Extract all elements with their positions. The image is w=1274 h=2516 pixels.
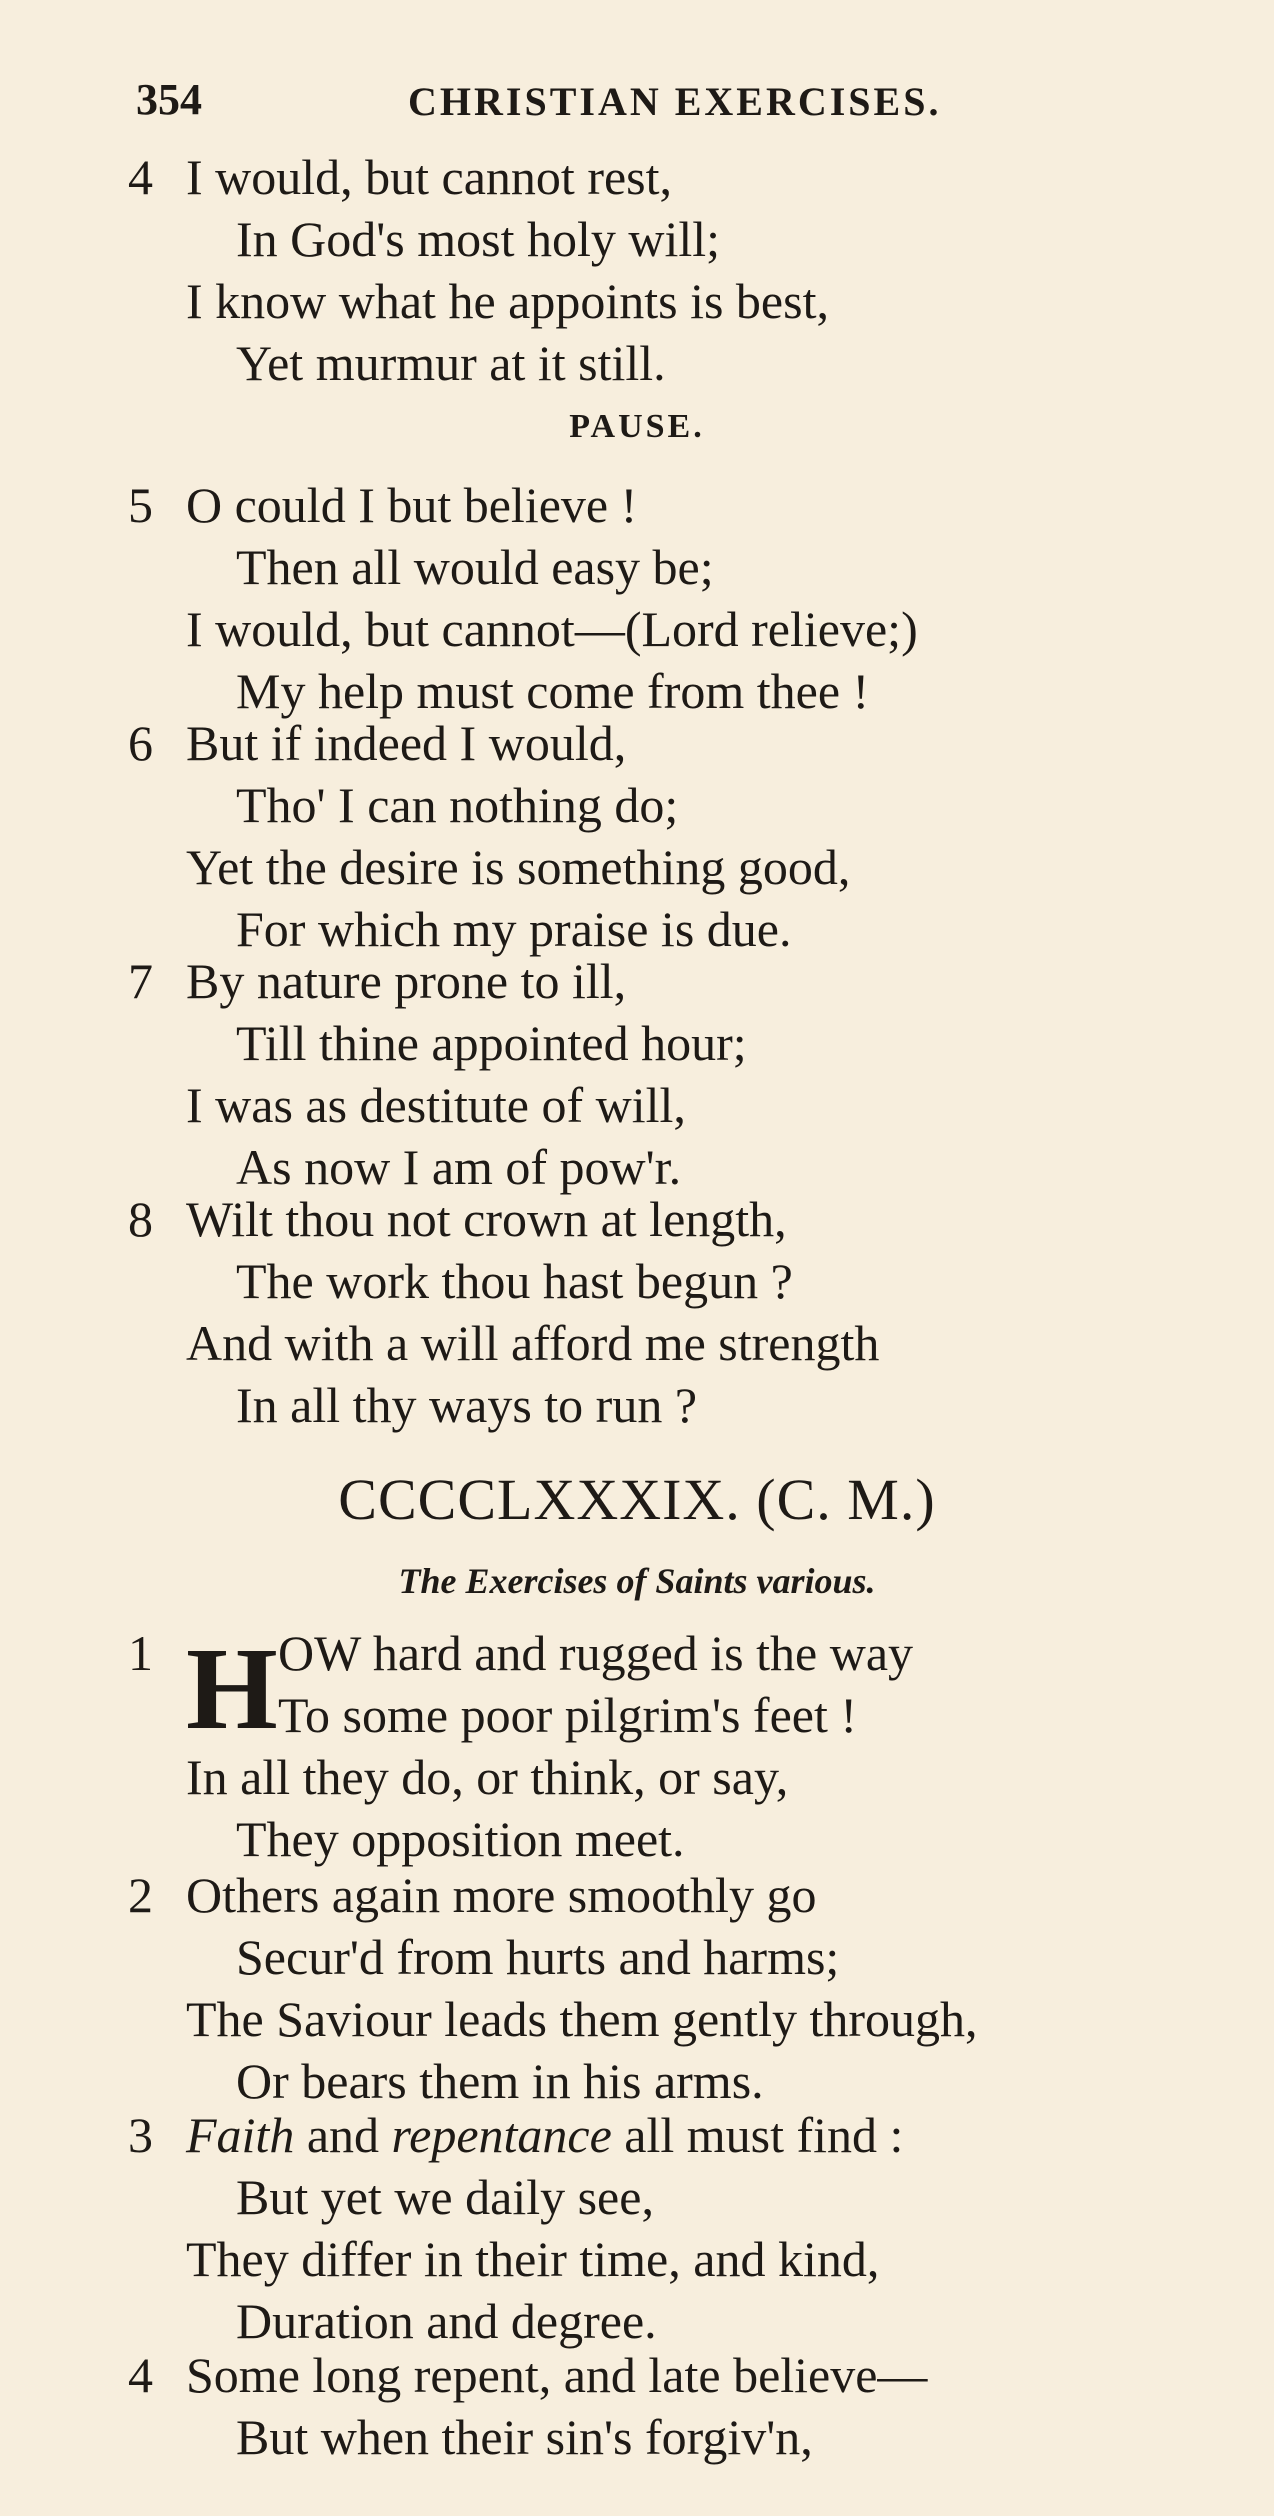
hymn-stanza-4 [128, 2344, 1168, 2468]
verse-line: But yet we daily see, [236, 2169, 654, 2225]
verse-line: I would, but cannot rest, [186, 149, 673, 205]
verse-line: The work thou hast begun ? [236, 1253, 793, 1309]
page-header [128, 74, 1148, 134]
verse-line: To some poor pilgrim's feet ! [278, 1687, 858, 1743]
verse-line: OW hard and rugged is the way [278, 1625, 914, 1681]
stanza-6 [128, 712, 1168, 960]
verse-line: For which my praise is due. [236, 901, 792, 957]
verse-number: 8 [128, 1191, 153, 1247]
verse-line: Some long repent, and late believe— [186, 2347, 928, 2403]
stanza-4 [128, 146, 1168, 394]
verse-line: The Saviour leads them gently through, [186, 1991, 978, 2047]
verse-line: I know what he appoints is best, [186, 273, 829, 329]
verse-number: 3 [128, 2107, 153, 2163]
verse-line: They opposition meet. [236, 1811, 685, 1867]
verse-line: I was as destitute of will, [186, 1077, 686, 1133]
hymn-stanza-1 [128, 1622, 1168, 1870]
emphasis-repentance: repentance [391, 2107, 612, 2163]
verse-number: 4 [128, 2347, 153, 2403]
verse-number: 6 [128, 715, 153, 771]
verse-line: Till thine appointed hour; [236, 1015, 747, 1071]
verse-number: 5 [128, 477, 153, 533]
verse-line: Duration and degree. [236, 2293, 657, 2349]
verse-line: Wilt thou not crown at length, [186, 1191, 787, 1247]
stanza-5 [128, 474, 1168, 722]
hymn-subtitle: The Exercises of Saints various. [398, 1561, 876, 1601]
stanza-8 [128, 1188, 1168, 1436]
verse-number: 4 [128, 149, 153, 205]
verse-line: In all they do, or think, or say, [186, 1749, 789, 1805]
emphasis-faith: Faith [186, 2107, 295, 2163]
page-number: 354 [136, 75, 202, 124]
verse-line: O could I but believe ! [186, 477, 638, 533]
drop-cap: H [186, 1623, 278, 1754]
verse-line: But if indeed I would, [186, 715, 627, 771]
verse-line: By nature prone to ill, [186, 953, 627, 1009]
verse-line: They differ in their time, and kind, [186, 2231, 880, 2287]
verse-line: Or bears them in his arms. [236, 2053, 764, 2109]
verse-line: Faith and repentance all must find : [186, 2107, 904, 2163]
verse-number: 1 [128, 1625, 153, 1681]
verse-line: Yet the desire is something good, [186, 839, 851, 895]
stanza-7 [128, 950, 1168, 1198]
hymn-stanza-3 [128, 2104, 1168, 2352]
pause-heading: PAUSE. [569, 408, 705, 445]
verse-line: Yet murmur at it still. [236, 335, 666, 391]
verse-line: In all thy ways to run ? [236, 1377, 698, 1433]
running-title: CHRISTIAN EXERCISES. [408, 79, 942, 124]
hymn-title: CCCCLXXXIX. (C. M.) [338, 1467, 936, 1532]
verse-number: 7 [128, 953, 153, 1009]
verse-line: Then all would easy be; [236, 539, 714, 595]
verse-line: I would, but cannot—(Lord relieve;) [186, 601, 918, 657]
verse-line: In God's most holy will; [236, 211, 721, 267]
verse-line: But when their sin's forgiv'n, [236, 2409, 813, 2465]
verse-line: As now I am of pow'r. [236, 1139, 682, 1195]
verse-line: My help must come from thee ! [236, 663, 870, 719]
hymn-stanza-2 [128, 1864, 1168, 2112]
verse-line: Secur'd from hurts and harms; [236, 1929, 840, 1985]
verse-line: And with a will afford me strength [186, 1315, 880, 1371]
verse-number: 2 [128, 1867, 153, 1923]
verse-line: Others again more smoothly go [186, 1867, 817, 1923]
verse-line: Tho' I can nothing do; [236, 777, 679, 833]
